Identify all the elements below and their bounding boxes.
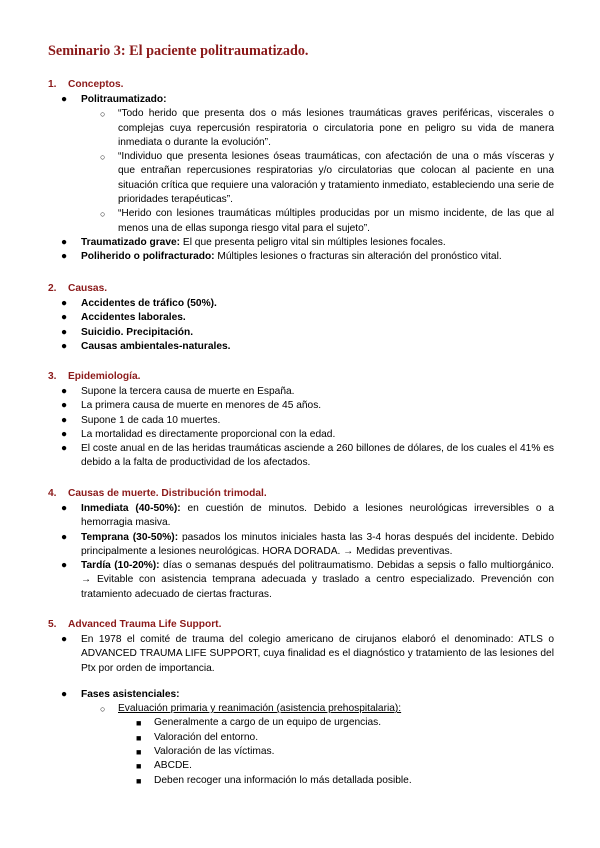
list-item: ○ Evaluación primaria y reanimación (asistencia prehospitalaria): [48, 702, 554, 716]
list-item: ● Poliherido o polifracturado: Múltiples lesiones o fracturas sin alteración del pronóstico vital. [48, 250, 554, 264]
list-item: ○ “Todo herido que presenta dos o más lesiones traumáticas graves periféricas, viscerales o complejas cuya repercusión respiratoria o circulatoria pone en peligro su vida de manera inmediata o durante la evolución”. [100, 108, 554, 148]
list-item: ● Politraumatizado: [48, 93, 554, 107]
bullet-circle-icon: ○ [100, 209, 106, 220]
list-item: ● Accidentes de tráfico (50%). [48, 297, 554, 311]
bullet-disc-icon: ● [61, 386, 68, 397]
list-item: ● Inmediata (40-50%): en cuestión de minutos. Debido a lesiones neurológicas irreversibles o a hemorragia masiva. [61, 503, 554, 529]
bullet-disc-icon: ● [61, 560, 68, 572]
bullet-disc-icon: ● [61, 236, 68, 248]
section-heading: 4. Causas de muerte. Distribución trimodal. [48, 488, 267, 499]
bullet-disc-icon: ● [61, 400, 68, 412]
bullet-disc-icon: ● [61, 251, 68, 263]
list-item: ■ Generalmente a cargo de un equipo de urgencias. [48, 716, 554, 730]
section-conceptos [48, 78, 554, 265]
list-item: ■ Deben recoger una información lo más detallada posible. [48, 774, 554, 788]
section-causas-muerte [48, 487, 554, 602]
list-item: ● La mortalidad es directamente proporcional con la edad. [48, 428, 554, 442]
list-item: ● Accidentes laborales. [48, 311, 554, 325]
bullet-disc-icon: ● [61, 428, 68, 440]
bullet-disc-icon: ● [61, 443, 68, 455]
list-item: ● Suicidio. Precipitación. [48, 326, 554, 340]
bullet-circle-icon: ○ [100, 109, 106, 120]
list-item: ● Supone 1 de cada 10 muertes. [48, 414, 554, 428]
bullet-disc-icon: ● [61, 634, 68, 645]
bullet-square-icon: ■ [136, 718, 142, 729]
section-heading: 1. Conceptos. [48, 79, 124, 90]
bullet-circle-icon: ○ [100, 152, 106, 163]
list-item: ● La primera causa de muerte en menores de 45 años. [48, 399, 554, 413]
bullet-circle-icon: ○ [100, 704, 106, 715]
section-heading: 3. Epidemiología. [48, 371, 141, 382]
list-item: ■ Valoración del entorno. [48, 731, 554, 745]
bullet-disc-icon: ● [61, 503, 68, 514]
section-atls [48, 618, 554, 788]
section-heading: 5. Advanced Trauma Life Support. [48, 619, 222, 630]
section-causas [48, 282, 554, 354]
list-item: ○ “Individuo que presenta lesiones óseas traumáticas, con afectación de una o más vísceras y que entrañan repercusiones respiratorias y/o circulatorias que colocan al paciente en una situación crítica que requiere una valoración y tratamiento inmediato, estableciendo una serie de prioridades terapéuticas”. [100, 151, 554, 206]
list-item: ● Temprana (30-50%): pasados los minutos iniciales hasta las 3-4 horas después del incidente. Debido principalmente a lesiones neurológicas. HORA DORADA. → Medidas preventivas. [61, 531, 554, 557]
section-epidemiologia [48, 370, 554, 471]
bullet-disc-icon: ● [61, 414, 68, 426]
list-item: ■ ABCDE. [48, 759, 554, 773]
list-item: ● Tardía (10-20%): días o semanas después del politraumatismo. Debidas a sepsis o fallo multiorgánico. → Evitable con asistencia temprana adecuada y traslado a centro especializado. Prevención con tratamiento adecuado de ciertas fracturas. [61, 560, 554, 600]
list-item: ● Traumatizado grave: El que presenta peligro vital sin múltiples lesiones focales. [48, 236, 554, 250]
list-item: ● El coste anual en de las heridas traumáticas asciende a 260 billones de dólares, de los cuales el 41% es debido a la falta de productividad de los afectados. [61, 443, 554, 469]
bullet-disc-icon: ● [61, 94, 68, 105]
list-item: ● En 1978 el comité de trauma del colegio americano de cirujanos elaboró el denominado: ATLS o ADVANCED TRAUMA LIFE SUPPORT, cuya finalidad es el diagnóstico y tratamiento de las lesiones del Ptx por orden de importancia. [61, 634, 554, 674]
bullet-disc-icon: ● [61, 531, 68, 543]
list-item: ● Fases asistenciales: [48, 688, 554, 702]
document-title: Seminario 3: El paciente politraumatizado. [48, 43, 309, 59]
bullet-disc-icon: ● [61, 326, 68, 338]
list-item: ■ Valoración de las víctimas. [48, 745, 554, 759]
section-heading: 2. Causas. [48, 283, 108, 294]
list-item: ○ “Herido con lesiones traumáticas múltiples producidas por un mismo incidente, de las que al menos una de ellas suponga riesgo vital para el sujeto”. [100, 208, 554, 234]
bullet-disc-icon: ● [61, 688, 68, 700]
bullet-square-icon: ■ [136, 732, 142, 743]
bullet-disc-icon: ● [61, 298, 68, 309]
bullet-disc-icon: ● [61, 340, 68, 352]
bullet-square-icon: ■ [136, 775, 142, 786]
bullet-square-icon: ■ [136, 761, 142, 772]
list-item: ● Supone la tercera causa de muerte en España. [48, 385, 554, 399]
list-item: ● Causas ambientales-naturales. [48, 340, 554, 354]
bullet-square-icon: ■ [136, 747, 142, 758]
bullet-disc-icon: ● [61, 312, 68, 324]
